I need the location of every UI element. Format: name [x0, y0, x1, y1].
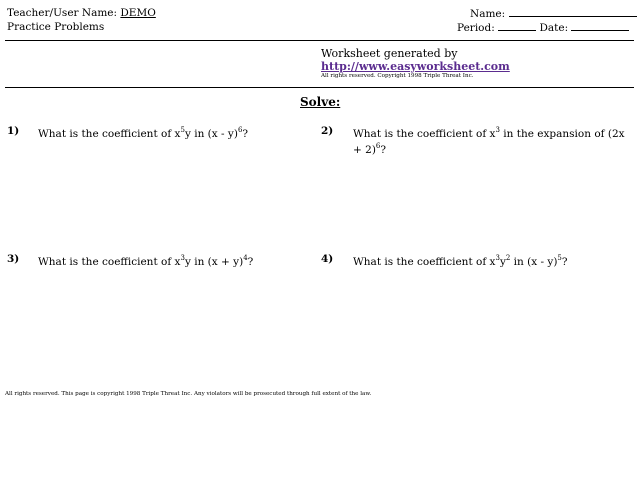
worksheet-subtitle: Practice Problems — [7, 21, 105, 33]
student-name-line — [470, 7, 637, 20]
header-divider — [5, 40, 634, 41]
teacher-line — [7, 7, 156, 19]
generator-label: Worksheet generated by — [321, 47, 458, 60]
problem-number: 2) — [321, 125, 334, 137]
footer-copyright: All rights reserved. This page is copyright 1998 Triple Threat Inc. Any violators will be prosecuted through full extent of the law. — [5, 391, 372, 397]
problem-number: 3) — [7, 253, 20, 265]
name-label: Name: — [470, 8, 506, 20]
problem-number: 1) — [7, 125, 20, 137]
period-date-line — [457, 21, 629, 34]
date-label: Date: — [539, 22, 569, 34]
problem-text: What is the coefficient of $x^5y$ in (x - y)$^6$? — [38, 126, 249, 140]
generator-copyright: All rights reserved. Copyright 1998 Triple Threat Inc. — [321, 73, 474, 79]
problem-text: What is the coefficient of $x^3$ in the expansion of $(2x + 2)^6$? — [353, 126, 625, 156]
period-blank[interactable] — [498, 21, 536, 31]
teacher-name: DEMO — [120, 7, 156, 19]
period-label: Period: — [457, 22, 495, 34]
date-blank[interactable] — [571, 21, 629, 31]
problem-text: What is the coefficient of $x^3y^2$ in (x - y)$^5$? — [353, 254, 568, 268]
problem-text: What is the coefficient of $x^3y$ in $(x + y)^4$? — [38, 254, 254, 268]
website-link[interactable]: http://www.easyworksheet.com — [321, 60, 510, 73]
generator-divider — [5, 87, 634, 88]
teacher-label: Teacher/User Name: — [7, 7, 118, 19]
problem-number: 4) — [321, 253, 334, 265]
section-title: Solve: — [300, 95, 341, 109]
name-blank[interactable] — [509, 7, 637, 17]
